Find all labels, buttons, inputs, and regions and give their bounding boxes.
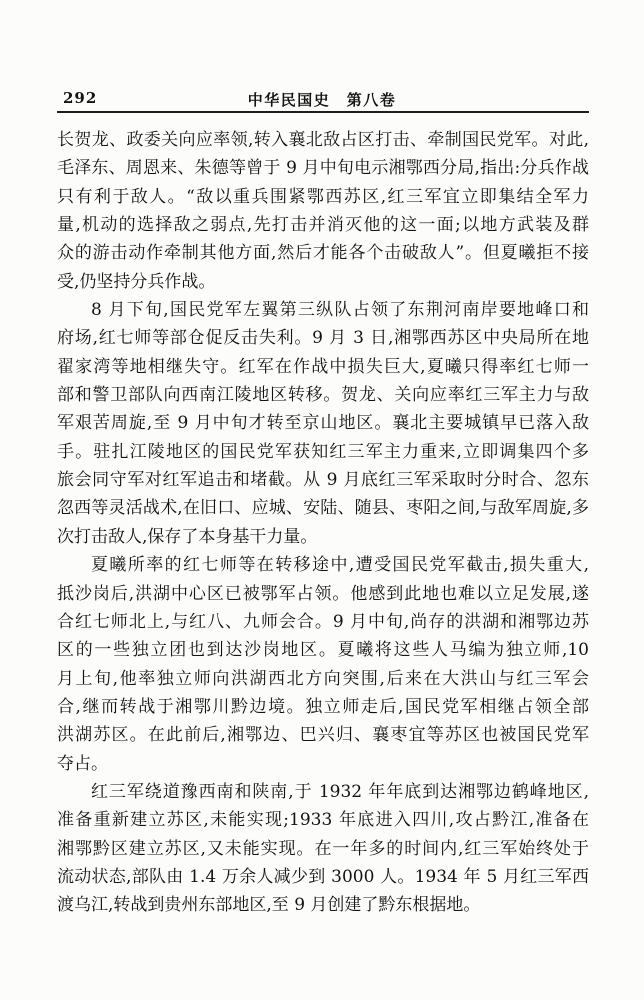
text-line: 湘鄂黔区建立苏区,又未能实现。在一年多的时间内,红三军始终处于 [57, 838, 589, 859]
text-line: 洪湖苏区。在此前后,湘鄂边、巴兴归、襄枣宜等苏区也被国民党军 [57, 725, 589, 746]
text-line: 只有利于敌人。“敌以重兵围紧鄂西苏区,红三军宜立即集结全军力 [57, 186, 589, 207]
paragraph [57, 778, 589, 920]
text-line: 渡乌江,转战到贵州东部地区,至 9 月创建了黔东根据地。 [57, 895, 481, 916]
text-line: 夺占。 [57, 753, 108, 774]
running-header-title: 中华民国史 第八卷 [247, 91, 397, 109]
page-number: 292 [63, 89, 98, 107]
text-line: 月上旬,他率独立师向洪湖西北方向突围,后来在大洪山与红三军会 [57, 668, 589, 689]
header-rule [57, 111, 589, 113]
text-line: 8 月下旬,国民党军左翼第三纵队占领了东荆河南岸要地峰口和 [91, 300, 589, 321]
text-line: 手。驻扎江陵地区的国民党军获知红三军主力重来,立即调集四个多 [57, 441, 589, 462]
text-line: 长贺龙、政委关向应率领,转入襄北敌占区打击、牵制国民党军。对此, [57, 130, 589, 150]
text-line: 次打击敌人,保存了本身基干力量。 [57, 526, 318, 547]
text-line: 众的游击动作牵制其他方面,然后才能各个击破敌人”。但夏曦拒不接 [57, 243, 589, 264]
text-line: 毛泽东、周恩来、朱德等曾于 9 月中旬电示湘鄂西分局,指出:分兵作战 [57, 158, 589, 179]
text-line: 合红七师北上,与红八、九师会合。9 月中旬,尚存的洪湖和湘鄂边苏 [57, 611, 589, 632]
text-line: 区的一些独立团也到达沙岗地区。夏曦将这些人马编为独立师,10 [57, 640, 589, 661]
text-line: 准备重新建立苏区,未能实现;1933 年底进入四川,攻占黔江,准备在 [57, 810, 589, 831]
text-line: 翟家湾等地相继失守。红军在作战中损失巨大,夏曦只得率红七师一 [57, 356, 589, 377]
paragraph [57, 296, 589, 551]
text-line: 抵沙岗后,洪湖中心区已被鄂军占领。他感到此地也难以立足发展,遂 [57, 583, 589, 604]
paragraph [57, 551, 589, 778]
text-line: 部和警卫部队向西南江陵地区转移。贺龙、关向应率红三军主力与敌 [57, 385, 589, 406]
text-line: 量,机动的选择敌之弱点,先打击并消灭他的这一面;以地方武装及群 [57, 215, 589, 236]
text-line: 忽西等灵活战术,在旧口、应城、安陆、随县、枣阳之间,与敌军周旋,多 [57, 498, 589, 519]
text-line: 夏曦所率的红七师等在转移途中,遭受国民党军截击,损失重大, [91, 555, 589, 576]
text-line: 流动状态,部队由 1.4 万余人减少到 3000 人。1934 年 5 月红三军西 [57, 866, 589, 887]
text-line: 旅会同守军对红军追击和堵截。从 9 月底红三军采取时分时合、忽东 [57, 470, 589, 491]
text-line: 府场,红七师等部仓促反击失利。9 月 3 日,湘鄂西苏区中央局所在地 [57, 328, 589, 349]
text-line: 红三军绕道豫西南和陕南,于 1932 年年底到达湘鄂边鹤峰地区, [91, 781, 589, 802]
text-line: 受,仍坚持分兵作战。 [57, 271, 216, 292]
text-line: 合,继而转战于湘鄂川黔边境。独立师走后,国民党军相继占领全部 [57, 696, 589, 717]
page-body [57, 126, 589, 920]
paragraph [57, 126, 589, 296]
text-line: 军艰苦周旋,至 9 月中旬才转至京山地区。襄北主要城镇早已落入敌 [57, 413, 589, 434]
